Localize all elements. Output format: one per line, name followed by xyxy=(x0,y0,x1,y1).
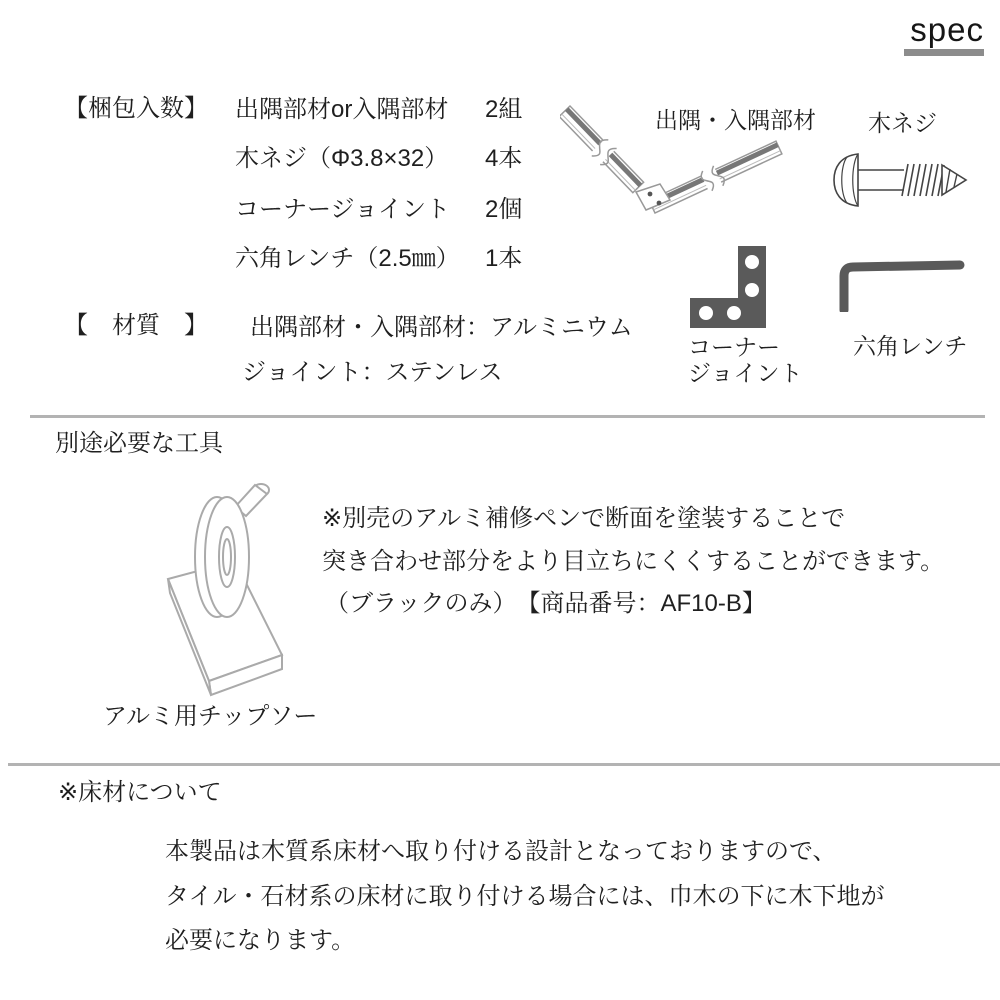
chip-saw-icon xyxy=(145,477,295,707)
package-item-qty: 4本 xyxy=(485,145,523,172)
wood-screw-icon xyxy=(828,148,968,212)
divider-bottom xyxy=(8,763,1000,766)
corner-joint-label xyxy=(688,334,803,387)
divider-top xyxy=(30,415,985,418)
hex-wrench-illustration xyxy=(837,260,967,312)
hex-wrench-icon xyxy=(837,260,967,312)
corner-joint-icon xyxy=(690,246,770,331)
wood-screw-illustration xyxy=(828,148,968,212)
repair-pen-note-line: 突き合わせ部分をより目立ちにくくすることができます。 xyxy=(322,548,945,575)
material-label: 【 材質 】 xyxy=(64,312,208,339)
repair-pen-note-line: ※別売のアルミ補修ペンで断面を塗装することで xyxy=(322,505,846,532)
corner-joint-label-line2: ジョイント xyxy=(688,360,803,387)
package-item-name: コーナージョイント xyxy=(235,196,451,223)
spec-underline-bar xyxy=(904,49,984,56)
page-title: spec xyxy=(910,11,984,48)
flooring-body-line: 本製品は木質系床材へ取り付ける設計となっておりますので、 xyxy=(165,838,837,865)
package-item-qty: 2組 xyxy=(485,96,523,123)
flooring-body-line: 必要になります。 xyxy=(165,927,356,954)
corner-joint-label-line1: コーナー xyxy=(688,334,780,360)
package-item-qty: 2個 xyxy=(485,196,523,223)
corner-parts-label: 出隅・入隅部材 xyxy=(655,107,816,133)
flooring-section-title: ※床材について xyxy=(58,779,222,806)
chip-saw-illustration xyxy=(145,477,295,707)
tools-section-title: 別途必要な工具 xyxy=(55,430,223,457)
package-count-label: 【梱包入数】 xyxy=(64,95,208,122)
hex-wrench-label: 六角レンチ xyxy=(853,333,968,359)
material-line: 出隅部材・入隅部材：アルミニウム xyxy=(250,314,633,341)
package-item-name: 木ネジ（Φ3.8×32） xyxy=(235,145,449,172)
corner-joint-illustration xyxy=(690,246,770,331)
repair-pen-note-line: （ブラックのみ） 【商品番号：AF10-B】 xyxy=(325,590,766,617)
wood-screw-label: 木ネジ xyxy=(868,110,937,136)
material-line: ジョイント：ステンレス xyxy=(242,359,503,386)
package-item-name: 出隅部材or入隅部材 xyxy=(235,96,449,123)
chip-saw-label: アルミ用チップソー xyxy=(103,703,318,730)
package-item-name: 六角レンチ（2.5㎜） xyxy=(235,245,460,272)
flooring-body-line: タイル・石材系の床材に取り付ける場合には、巾木の下に木下地が xyxy=(165,883,885,910)
package-item-qty: 1本 xyxy=(485,245,523,272)
